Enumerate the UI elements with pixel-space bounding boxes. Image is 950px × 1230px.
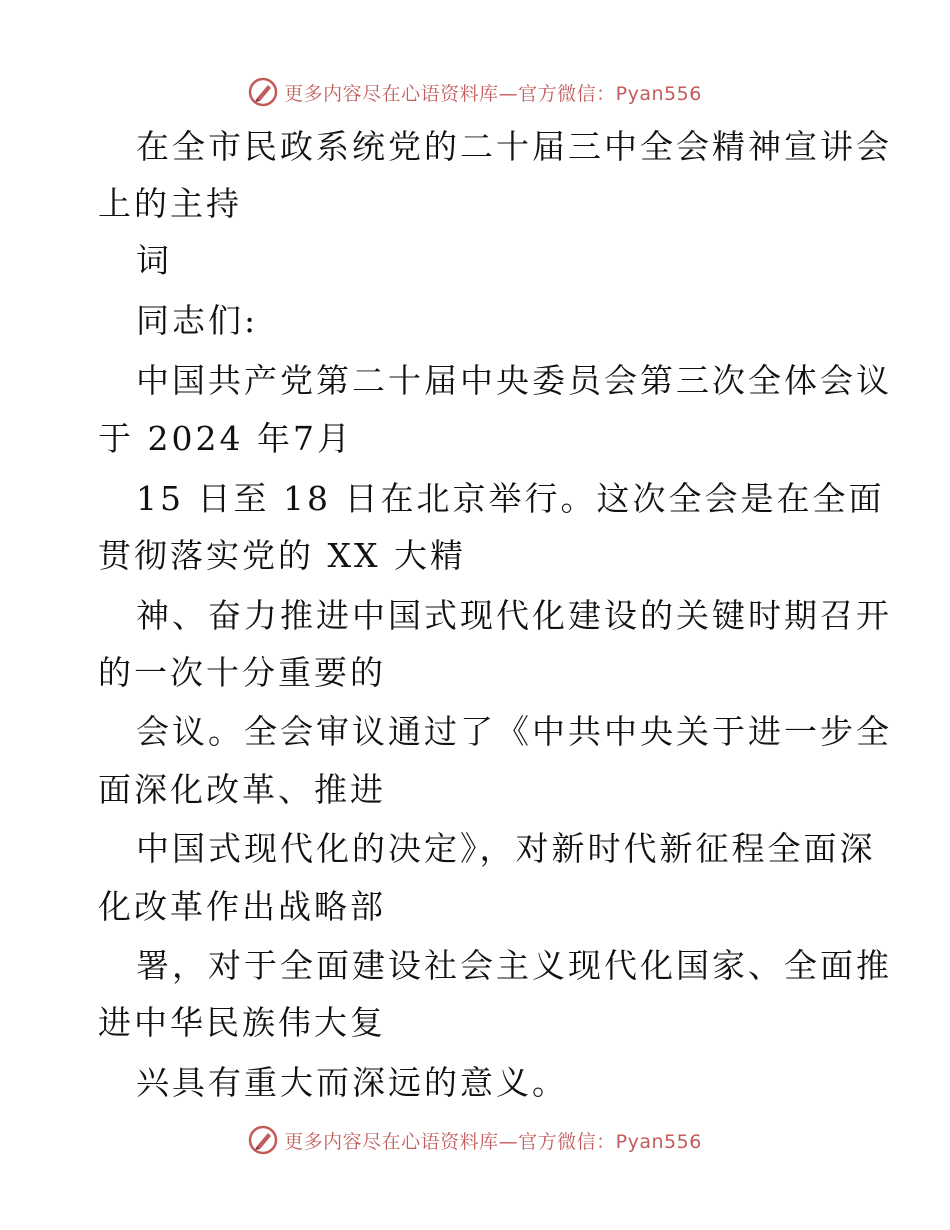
text-line: 同志们: — [136, 301, 259, 340]
text-line: 面深化改革、推进 — [98, 770, 386, 809]
text-line: 中国共产党第二十届中央委员会第三次全体会议 — [136, 361, 892, 400]
watermark-text: 更多内容尽在心语资料库—官方微信：Pyan556 — [284, 1130, 702, 1153]
pen-logo-icon — [248, 1125, 278, 1155]
text-line: 在全市民政系统党的二十届三中全会精神宣讲会 — [136, 127, 892, 166]
footer-watermark — [0, 1120, 950, 1160]
text-line: 署，对于全面建设社会主义现代化国家、全面推 — [136, 946, 892, 985]
text-line: 进中华民族伟大复 — [98, 1003, 386, 1042]
text-line: 化改革作出战略部 — [98, 887, 386, 926]
text-line: 的一次十分重要的 — [98, 653, 386, 692]
text-line: 中国式现代化的决定》，对新时代新征程全面深 — [136, 829, 876, 868]
text-line: 上的主持 — [98, 184, 242, 223]
text-line: 贯彻落实党的 XX 大精 — [98, 536, 466, 575]
text-line: 兴具有重大而深远的意义。 — [136, 1063, 568, 1102]
text-line: 于 2024 年7月 — [98, 419, 353, 458]
text-line: 15 日至 18 日在北京举行。这次全会是在全面 — [136, 479, 885, 518]
text-line: 会议。全会审议通过了《中共中央关于进一步全 — [136, 712, 892, 751]
watermark-text: 更多内容尽在心语资料库—官方微信：Pyan556 — [284, 82, 702, 105]
text-line: 词 — [136, 241, 172, 280]
text-line: 神、奋力推进中国式现代化建设的关键时期召开 — [136, 596, 892, 635]
